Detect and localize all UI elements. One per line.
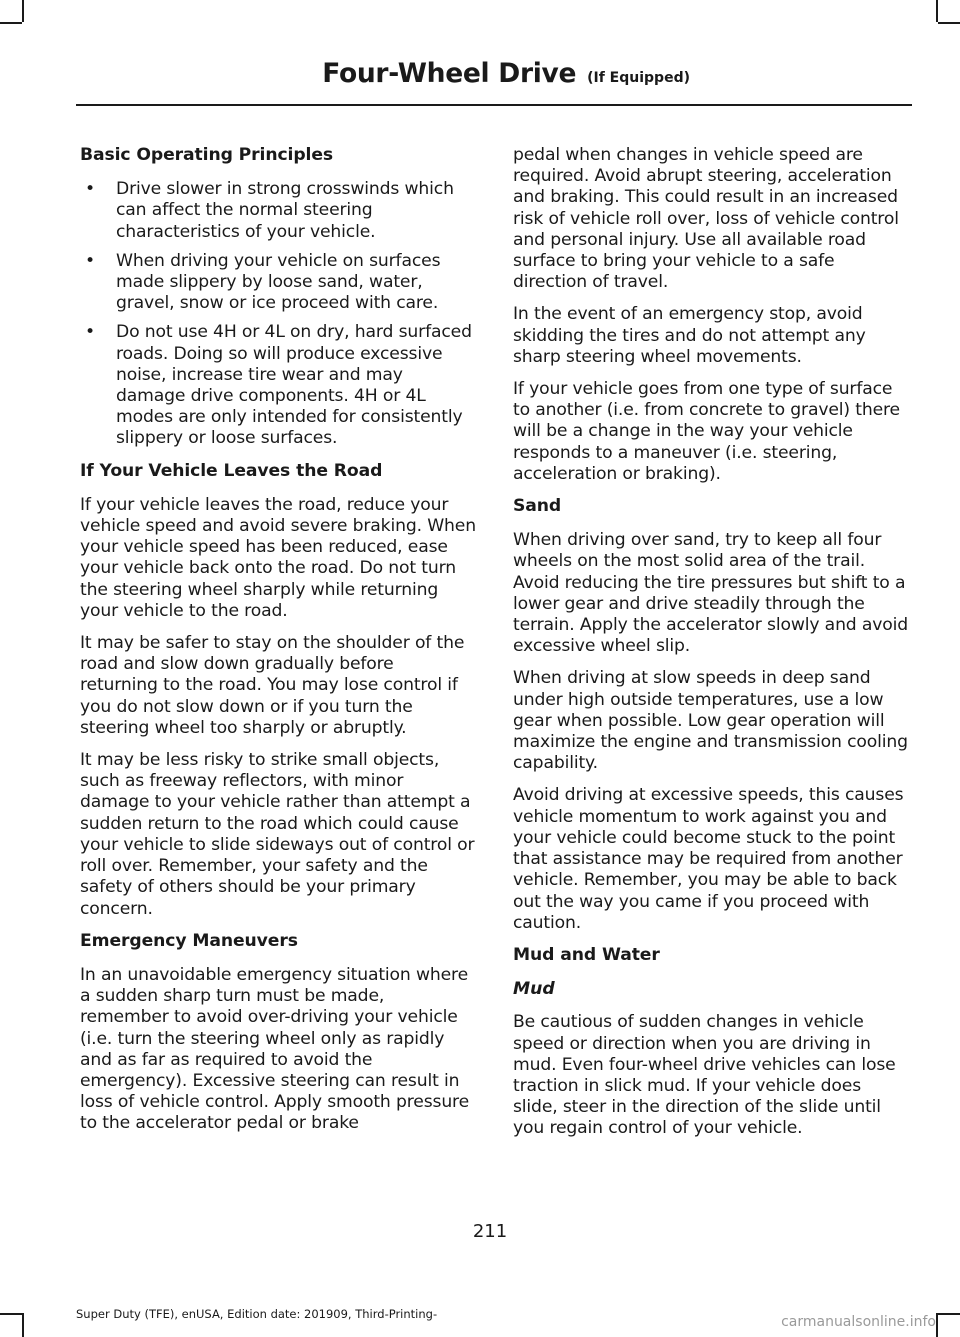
list-item-text: Drive slower in strong crosswinds which can affect the normal steering characteristics of your vehicle. xyxy=(116,179,454,242)
header-divider xyxy=(76,104,912,106)
paragraph: In an unavoidable emergency situation where a sudden sharp turn must be made, remember to avoid over-driving your vehicle (i.e. turn the steering wheel only as rapidly and as far as required to avoid the emergency). Excessive steering can result in loss of vehicle control. Apply smooth pressure to the accelerator pedal or brake xyxy=(80,964,470,1134)
paragraph: It may be safer to stay on the shoulder of the road and slow down gradually before returning to the road. You may lose control if you do not slow down or if you turn the steering wheel too sharply or abruptly. xyxy=(80,633,465,738)
section-heading-emergency-maneuvers: Emergency Maneuvers xyxy=(80,930,298,951)
section-heading-mud-and-water: Mud and Water xyxy=(513,944,660,965)
crop-mark-bottom-left-h xyxy=(0,1313,22,1315)
watermark: carmanualsonline.info xyxy=(781,1314,936,1330)
paragraph: pedal when changes in vehicle speed are required. Avoid abrupt steering, acceleration and braking. This could result in an increased risk of vehicle roll over, loss of vehicle control and personal injury. Use all available road surface to bring your vehicle to a safe direction of travel. xyxy=(513,145,899,293)
list-item xyxy=(80,322,476,449)
paragraph: If your vehicle goes from one type of surface to another (i.e. from concrete to gravel) there will be a change in the way your vehicle responds to a maneuver (i.e. steering, acceleration or braking). xyxy=(513,379,900,484)
paragraph: In the event of an emergency stop, avoid skidding the tires and do not attempt any sharp steering wheel movements. xyxy=(513,304,866,367)
left-column xyxy=(80,145,476,1146)
page-title-qualifier: (If Equipped) xyxy=(587,70,690,86)
list-item xyxy=(80,251,476,315)
paragraph: Be cautious of sudden changes in vehicle speed or direction when you are driving in mud. Even four-wheel drive vehicles can lose traction in slick mud. If your vehicle does slide, steer in the direction of the slide until you regain control of your vehicle. xyxy=(513,1012,896,1139)
paragraph: When driving at slow speeds in deep sand under high outside temperatures, use a low gear when possible. Low gear operation will maximize the engine and transmission cooling capability. xyxy=(513,668,908,774)
crop-mark-top-right-h xyxy=(938,22,960,24)
section-heading-sand: Sand xyxy=(513,496,562,517)
basic-principles-list xyxy=(80,179,476,449)
section-heading-basic-operating-principles: Basic Operating Principles xyxy=(80,145,334,165)
section-heading-leaves-road: If Your Vehicle Leaves the Road xyxy=(80,460,383,481)
page-title xyxy=(322,58,690,89)
bullet-icon: • xyxy=(85,322,95,343)
bullet-icon: • xyxy=(85,250,95,271)
paragraph: Avoid driving at excessive speeds, this causes vehicle momentum to work against you and your vehicle could become stuck to the point that assistance may be required from another vehicle. Remember, you may be able to back out the way you came if you proceed with caution. xyxy=(513,785,904,933)
paragraph: When driving over sand, try to keep all four wheels on the most solid area of the trail. Avoid reducing the tire pressures but shift to a lower gear and drive steadily through the terrain. Apply the accelerator slowly and avoid excessive wheel slip. xyxy=(513,530,909,657)
list-item-text: Do not use 4H or 4L on dry, hard surfaced roads. Doing so will produce excessive noise, increase tire wear and may damage drive components. 4H or 4L modes are only intended for consistently slippery or loose surfaces. xyxy=(116,322,472,449)
crop-mark-top-right xyxy=(936,0,938,22)
crop-mark-top-left xyxy=(22,0,24,22)
page-title-main: Four-Wheel Drive xyxy=(322,58,577,89)
bullet-icon: • xyxy=(85,179,95,200)
crop-mark-bottom-right xyxy=(936,1313,938,1337)
crop-mark-top-left-h xyxy=(0,22,22,24)
paragraph: It may be less risky to strike small objects, such as freeway reflectors, with minor damage to your vehicle rather than attempt a sudden return to the road which could cause your vehicle to slide sideways out of control or roll over. Remember, your safety and the safety of others should be your primary concern. xyxy=(80,750,475,919)
page-number: 211 xyxy=(472,1221,508,1242)
paragraph: If your vehicle leaves the road, reduce your vehicle speed and avoid severe braking. When your vehicle speed has been reduced, ease your vehicle back onto the road. Do not turn the steering wheel sharply while returning your vehicle to the road. xyxy=(80,494,476,621)
right-column xyxy=(513,145,909,1151)
subsection-heading-mud: Mud xyxy=(513,979,555,1000)
crop-mark-bottom-left xyxy=(22,1313,24,1337)
edition-footer: Super Duty (TFE), enUSA, Edition date: 201909, Third-Printing- xyxy=(76,1307,438,1321)
list-item xyxy=(80,179,476,243)
list-item-text: When driving your vehicle on surfaces made slippery by loose sand, water, gravel, snow or ice proceed with care. xyxy=(116,250,441,314)
crop-mark-bottom-right-h xyxy=(938,1313,960,1315)
